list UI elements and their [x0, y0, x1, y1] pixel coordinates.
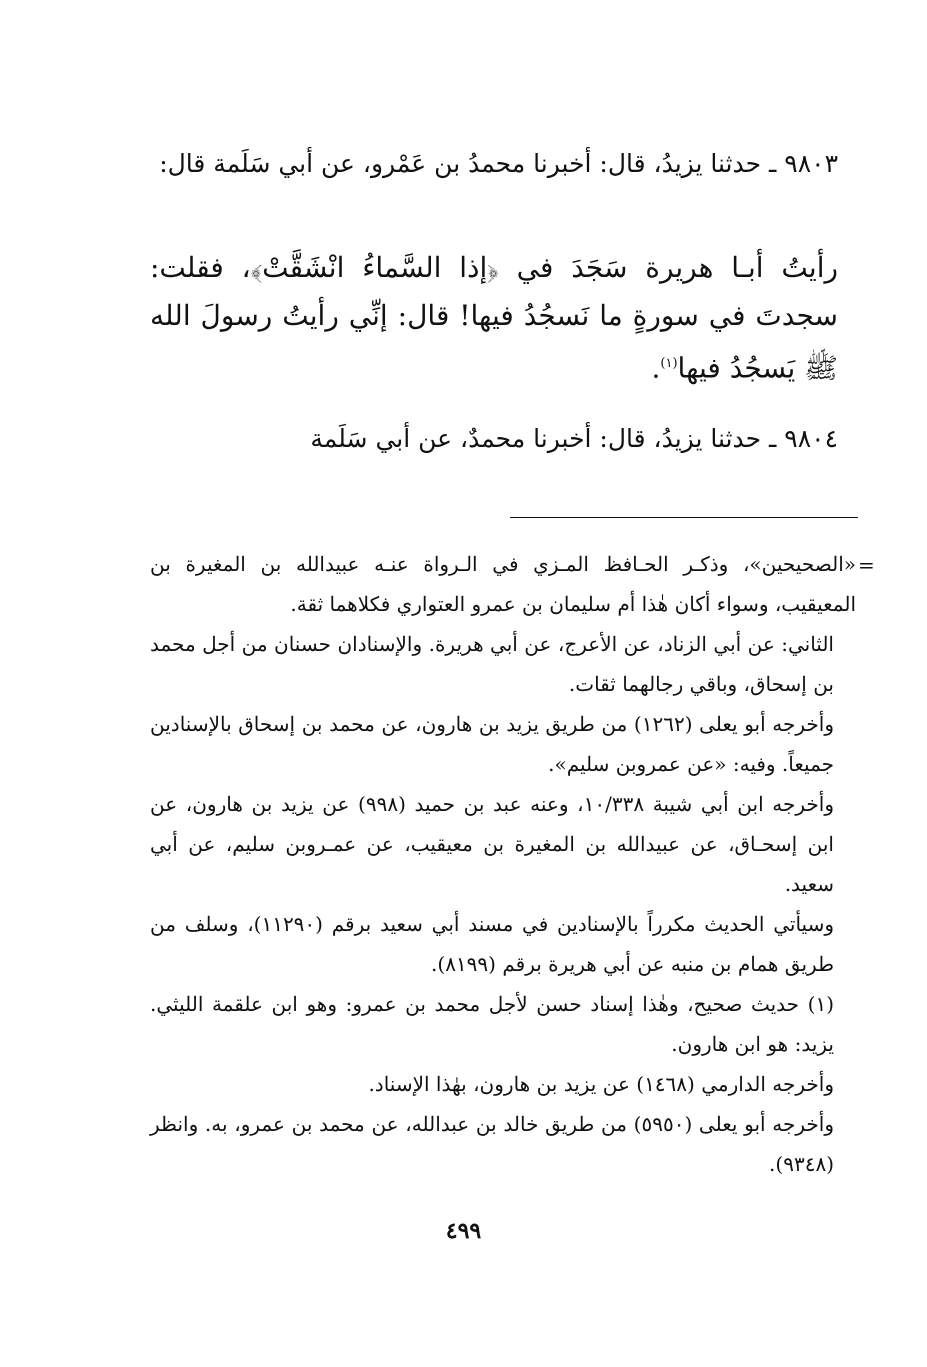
footnote-paragraph: وأخرجه ابن أبي شيبة ١٠/٣٣٨، وعنه عبد بن حميد (٩٩٨) عن يزيد بن هارون، عن ابن إسحـاق، عن عبيدالله بن المغيرة بن معيقيب، عن عمـروبن سليم، عن أبي سعيد. — [150, 792, 834, 896]
hadith-9804-isnad — [150, 420, 860, 458]
footnote-separator — [510, 517, 858, 518]
footnotes — [150, 544, 856, 1184]
hadith-9803-matn-text: رأيتُ أبـا هريرة سَجَدَ في ﴿إذا السَّماءُ انْشَقَّتْ﴾، فقلت: سجدتَ في سورةٍ ما نَسجُدُ فيها! قال: إنِّي رأيتُ رسولَ الله ﷺ يَسجُدُ فيها — [150, 251, 838, 385]
hadith-9803-matn — [150, 244, 860, 392]
footnote-reference: (١) — [660, 356, 678, 371]
footnote-paragraph: وأخرجه أبو يعلى (١٢٦٢) من طريق يزيد بن هارون، عن محمد بن إسحاق بالإسنادين جميعاً. وفيه: «عن عمروبن سليم». — [150, 712, 834, 776]
footnote-paragraph: وسيأتي الحديث مكرراً بالإسنادين في مسند أبي سعيد برقم (١١٢٩٠)، وسلف من طريق همام بن منبه عن أبي هريرة برقم (٨١٩٩). — [150, 912, 834, 976]
footnote-paragraph: «الصحيحين»، وذكـر الحـافظ المـزي في الـرواة عنـه عبيدالله بن المغيرة بن المعيقيب، وسواء أكان هٰذا أم سليمان بن عمرو العتواري فكلاهما ثقة. — [150, 552, 856, 616]
hadith-9804-isnad-text: ٩٨٠٤ ـ حدثنا يزيدُ، قال: أخبرنا محمدٌ، عن أبي سَلَمة — [310, 424, 838, 453]
hadith-9803-matn-end: . — [651, 351, 661, 385]
hadith-9803-matn-paragraph — [150, 244, 860, 392]
footnote-paragraph: (١) حديث صحيح، وهٰذا إسناد حسن لأجل محمد بن عمرو: وهو ابن علقمة الليثي. يزيد: هو ابن هارون. — [150, 992, 834, 1056]
footnote-paragraph: وأخرجه أبو يعلى (٥٩٥٠) من طريق خالد بن عبدالله، عن محمد بن عمرو، به. وانظر (٩٣٤٨). — [150, 1112, 834, 1176]
footnote-paragraph: الثاني: عن أبي الزناد، عن الأعرج، عن أبي هريرة. والإسنادان حسنان من أجل محمد بن إسحاق، وباقي رجالهما ثقات. — [150, 632, 834, 696]
footnote-paragraph: وأخرجه الدارمي (١٤٦٨) عن يزيد بن هارون، بهٰذا الإسناد. — [368, 1072, 834, 1096]
hadith-9803-isnad-text: ٩٨٠٣ ـ حدثنا يزيدُ، قال: أخبرنا محمدُ بن عَمْرو، عن أبي سَلَمة قال: — [159, 149, 838, 178]
page-number: ٤٩٩ — [445, 1218, 482, 1244]
hadith-9803-isnad — [150, 145, 860, 183]
footnote-continuation-mark: = — [858, 553, 875, 577]
